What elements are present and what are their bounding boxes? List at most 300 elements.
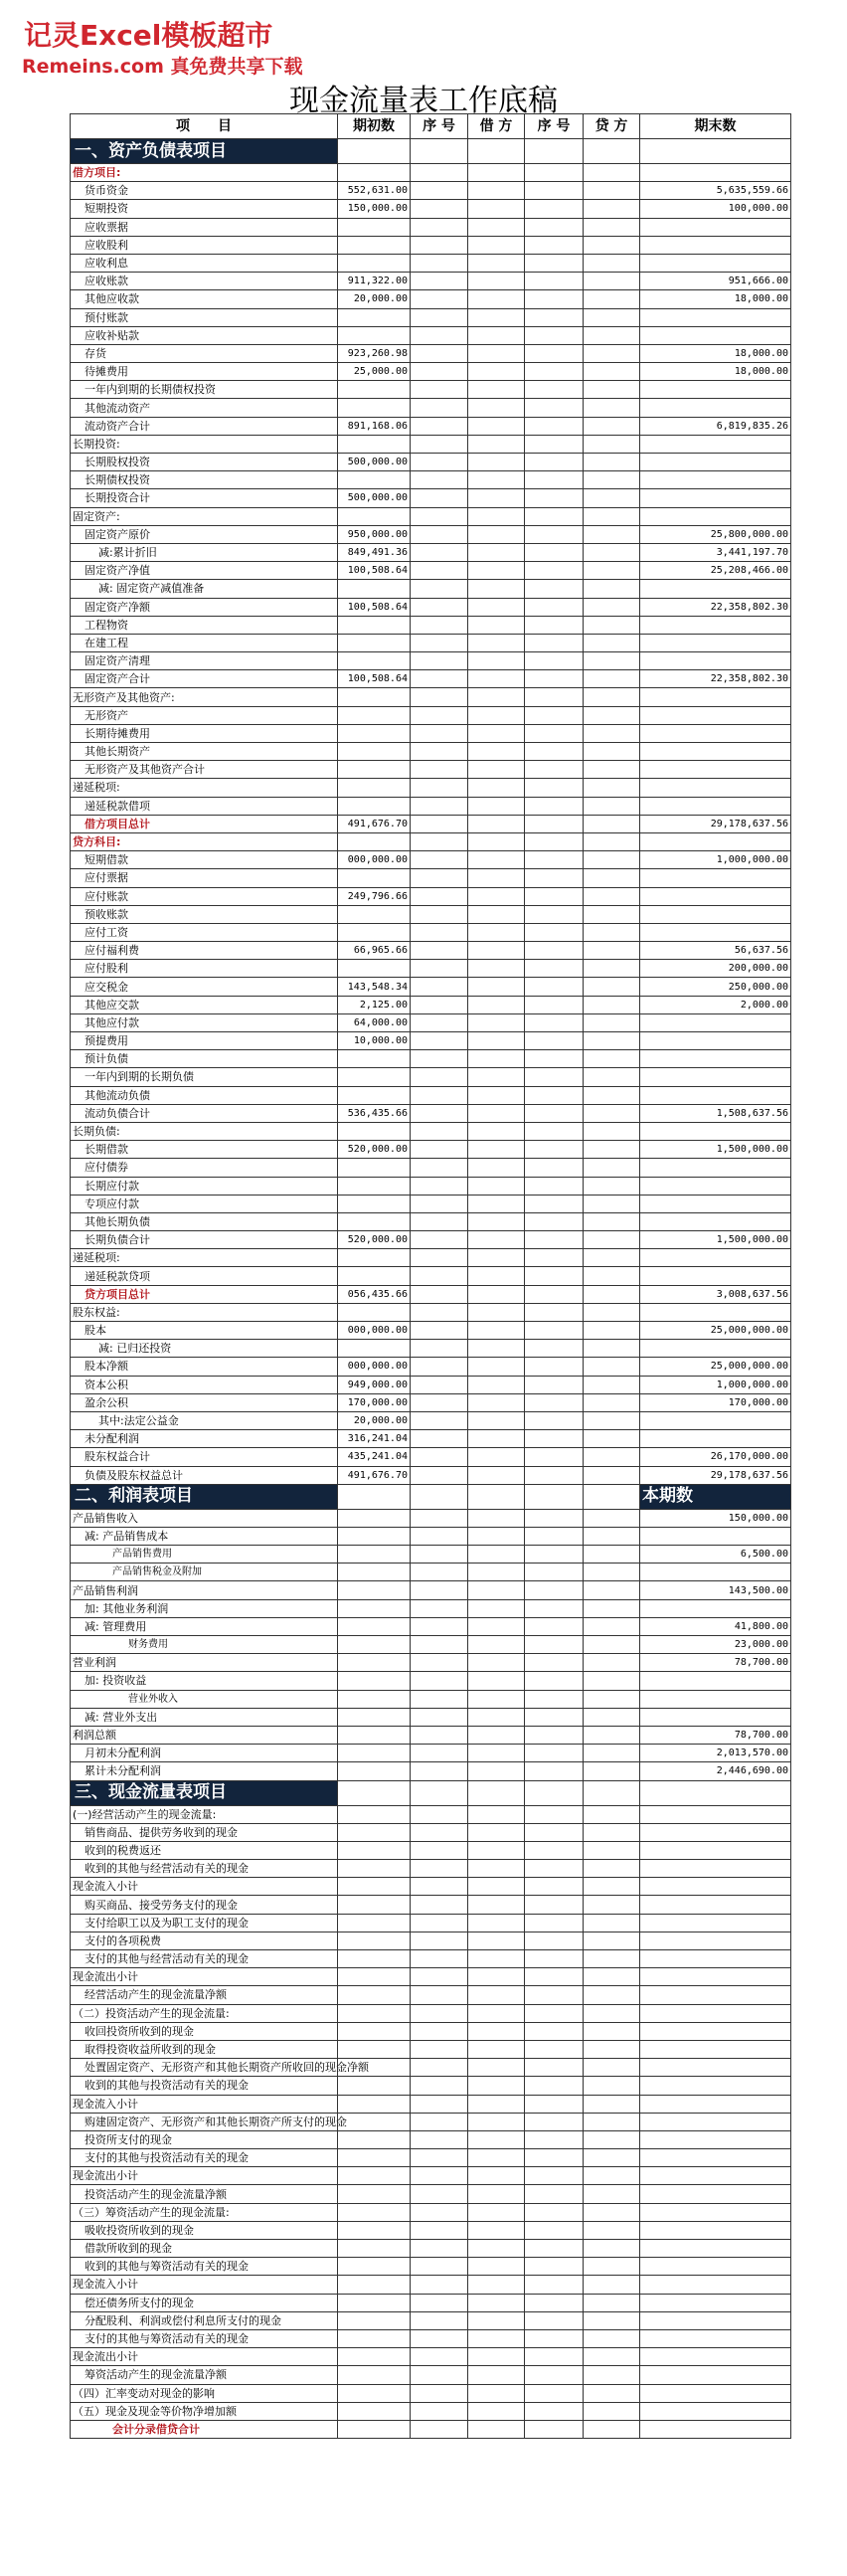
seq-cell[interactable] <box>411 1231 468 1249</box>
end-value[interactable] <box>640 2402 791 2420</box>
seq-cell[interactable] <box>411 344 468 362</box>
row-label[interactable]: 未分配利润 <box>71 1430 338 1448</box>
row-label[interactable]: 固定资产合计 <box>71 670 338 688</box>
end-value[interactable] <box>640 1411 791 1429</box>
credit-cell[interactable] <box>584 1177 640 1195</box>
end-value[interactable] <box>640 1968 791 1986</box>
begin-value[interactable]: 950,000.00 <box>338 525 411 543</box>
begin-value[interactable]: 923,260.98 <box>338 344 411 362</box>
debit-cell[interactable] <box>468 218 525 236</box>
credit-cell[interactable] <box>584 2384 640 2402</box>
end-value[interactable]: 200,000.00 <box>640 960 791 978</box>
begin-value[interactable] <box>338 724 411 742</box>
seq-cell[interactable] <box>525 1303 584 1321</box>
row-label[interactable]: 偿还债务所支付的现金 <box>71 2294 338 2311</box>
end-value[interactable] <box>640 2384 791 2402</box>
seq-cell[interactable] <box>525 923 584 941</box>
debit-cell[interactable] <box>468 562 525 580</box>
seq-cell[interactable] <box>525 1617 584 1635</box>
seq-cell[interactable] <box>525 761 584 779</box>
row-label[interactable]: 产品销售收入 <box>71 1509 338 1527</box>
debit-cell[interactable] <box>468 2366 525 2384</box>
seq-cell[interactable] <box>525 1860 584 1878</box>
seq-cell[interactable] <box>525 815 584 832</box>
seq-cell[interactable] <box>525 1672 584 1690</box>
end-value[interactable] <box>640 2059 791 2077</box>
credit-cell[interactable] <box>584 1358 640 1376</box>
debit-cell[interactable] <box>468 832 525 850</box>
seq-cell[interactable] <box>411 1878 468 1896</box>
credit-cell[interactable] <box>584 218 640 236</box>
credit-cell[interactable] <box>584 1050 640 1068</box>
seq-cell[interactable] <box>525 1393 584 1411</box>
seq-cell[interactable] <box>525 1878 584 1896</box>
row-label[interactable]: （二）投资活动产生的现金流量: <box>71 2004 338 2022</box>
credit-cell[interactable] <box>584 1322 640 1340</box>
end-value[interactable] <box>640 1068 791 1086</box>
row-label[interactable]: 递延税款贷项 <box>71 1267 338 1285</box>
end-value[interactable]: 22,358,802.30 <box>640 598 791 616</box>
begin-value[interactable] <box>338 2004 411 2022</box>
credit-cell[interactable] <box>584 1708 640 1726</box>
seq-cell[interactable] <box>525 670 584 688</box>
credit-cell[interactable] <box>584 2095 640 2113</box>
row-label[interactable]: 待摊费用 <box>71 363 338 381</box>
row-label[interactable]: 借款所收到的现金 <box>71 2240 338 2258</box>
seq-cell[interactable] <box>525 1726 584 1744</box>
row-label[interactable]: 现金流入小计 <box>71 2276 338 2294</box>
begin-value[interactable]: 491,676.70 <box>338 1466 411 1484</box>
seq-cell[interactable] <box>411 254 468 272</box>
seq-cell[interactable] <box>525 363 584 381</box>
end-value[interactable] <box>640 1878 791 1896</box>
row-label[interactable]: 一年内到期的长期负债 <box>71 1068 338 1086</box>
row-label[interactable]: 收回投资所收到的现金 <box>71 2022 338 2040</box>
credit-cell[interactable] <box>584 507 640 525</box>
begin-value[interactable]: 536,435.66 <box>338 1104 411 1122</box>
end-value[interactable] <box>640 308 791 326</box>
debit-cell[interactable] <box>468 1212 525 1230</box>
row-label[interactable]: 购买商品、接受劳务支付的现金 <box>71 1896 338 1914</box>
seq-cell[interactable] <box>411 2348 468 2366</box>
row-label[interactable]: 股东权益合计 <box>71 1448 338 1466</box>
end-value[interactable]: 6,819,835.26 <box>640 417 791 435</box>
credit-cell[interactable] <box>584 2203 640 2221</box>
row-label[interactable]: 股本净额 <box>71 1358 338 1376</box>
seq-cell[interactable] <box>525 1159 584 1177</box>
debit-cell[interactable] <box>468 182 525 200</box>
seq-cell[interactable] <box>411 236 468 254</box>
seq-cell[interactable] <box>411 1950 468 1968</box>
row-label[interactable]: 支付给职工以及为职工支付的现金 <box>71 1914 338 1932</box>
seq-cell[interactable] <box>411 779 468 797</box>
begin-value[interactable] <box>338 1086 411 1104</box>
row-label[interactable]: 应收补贴款 <box>71 326 338 344</box>
row-label[interactable]: 筹资活动产生的现金流量净额 <box>71 2366 338 2384</box>
seq-cell[interactable] <box>411 2167 468 2185</box>
begin-value[interactable] <box>338 2149 411 2167</box>
debit-cell[interactable] <box>468 1231 525 1249</box>
end-value[interactable] <box>640 2203 791 2221</box>
credit-cell[interactable] <box>584 779 640 797</box>
begin-value[interactable] <box>338 1340 411 1358</box>
credit-cell[interactable] <box>584 1986 640 2004</box>
end-value[interactable] <box>640 1805 791 1823</box>
debit-cell[interactable] <box>468 1860 525 1878</box>
row-label[interactable]: 收到的其他与投资活动有关的现金 <box>71 2077 338 2095</box>
begin-value[interactable] <box>338 2276 411 2294</box>
end-value[interactable]: 78,700.00 <box>640 1654 791 1672</box>
seq-cell[interactable] <box>525 832 584 850</box>
seq-cell[interactable] <box>525 200 584 218</box>
begin-value[interactable] <box>338 1708 411 1726</box>
end-value[interactable] <box>640 832 791 850</box>
row-label[interactable]: 无形资产及其他资产合计 <box>71 761 338 779</box>
seq-cell[interactable] <box>411 2113 468 2130</box>
row-label[interactable]: 投资活动产生的现金流量净额 <box>71 2185 338 2203</box>
end-value[interactable] <box>640 326 791 344</box>
seq-cell[interactable] <box>411 290 468 308</box>
seq-cell[interactable] <box>525 1599 584 1617</box>
end-value[interactable] <box>640 2095 791 2113</box>
row-label[interactable]: 应收票据 <box>71 218 338 236</box>
seq-cell[interactable] <box>411 996 468 1013</box>
debit-cell[interactable] <box>468 417 525 435</box>
seq-cell[interactable] <box>411 851 468 869</box>
row-label[interactable]: 经营活动产生的现金流量净额 <box>71 1986 338 2004</box>
seq-cell[interactable] <box>411 1104 468 1122</box>
row-label[interactable]: 应收股利 <box>71 236 338 254</box>
seq-cell[interactable] <box>411 1212 468 1230</box>
debit-cell[interactable] <box>468 1303 525 1321</box>
begin-value[interactable] <box>338 1968 411 1986</box>
debit-cell[interactable] <box>468 2240 525 2258</box>
begin-value[interactable] <box>338 2402 411 2420</box>
begin-value[interactable] <box>338 706 411 724</box>
seq-cell[interactable] <box>411 1581 468 1599</box>
seq-cell[interactable] <box>525 1322 584 1340</box>
debit-cell[interactable] <box>468 1878 525 1896</box>
debit-cell[interactable] <box>468 236 525 254</box>
debit-cell[interactable] <box>468 1932 525 1949</box>
row-label[interactable]: 累计未分配利润 <box>71 1762 338 1780</box>
row-label[interactable]: 固定资产净额 <box>71 598 338 616</box>
row-label[interactable]: 应付债券 <box>71 1159 338 1177</box>
credit-cell[interactable] <box>584 2420 640 2438</box>
credit-cell[interactable] <box>584 887 640 905</box>
end-value[interactable] <box>640 164 791 182</box>
debit-cell[interactable] <box>468 1086 525 1104</box>
seq-cell[interactable] <box>411 905 468 923</box>
end-value[interactable]: 18,000.00 <box>640 344 791 362</box>
credit-cell[interactable] <box>584 1896 640 1914</box>
debit-cell[interactable] <box>468 706 525 724</box>
debit-cell[interactable] <box>468 2167 525 2185</box>
seq-cell[interactable] <box>525 706 584 724</box>
seq-cell[interactable] <box>525 273 584 290</box>
end-value[interactable]: 25,000,000.00 <box>640 1322 791 1340</box>
debit-cell[interactable] <box>468 869 525 887</box>
credit-cell[interactable] <box>584 2348 640 2366</box>
row-label[interactable]: 应收利息 <box>71 254 338 272</box>
seq-cell[interactable] <box>411 2329 468 2347</box>
seq-cell[interactable] <box>411 435 468 453</box>
seq-cell[interactable] <box>411 978 468 996</box>
end-value[interactable]: 951,666.00 <box>640 273 791 290</box>
seq-cell[interactable] <box>411 2130 468 2148</box>
row-label[interactable]: 无形资产 <box>71 706 338 724</box>
seq-cell[interactable] <box>525 743 584 761</box>
debit-cell[interactable] <box>468 923 525 941</box>
seq-cell[interactable] <box>411 2420 468 2438</box>
end-value[interactable] <box>640 869 791 887</box>
begin-value[interactable] <box>338 2167 411 2185</box>
begin-value[interactable] <box>338 1636 411 1654</box>
debit-cell[interactable] <box>468 797 525 815</box>
begin-value[interactable] <box>338 634 411 651</box>
row-label[interactable]: 营业外收入 <box>71 1690 338 1708</box>
row-label[interactable]: 固定资产净值 <box>71 562 338 580</box>
debit-cell[interactable] <box>468 489 525 507</box>
seq-cell[interactable] <box>525 2059 584 2077</box>
seq-cell[interactable] <box>411 2040 468 2058</box>
seq-cell[interactable] <box>411 417 468 435</box>
row-label[interactable]: 贷方项目总计 <box>71 1285 338 1303</box>
seq-cell[interactable] <box>411 1860 468 1878</box>
end-value[interactable] <box>640 1212 791 1230</box>
seq-cell[interactable] <box>411 1654 468 1672</box>
end-value[interactable] <box>640 1690 791 1708</box>
end-value[interactable]: 18,000.00 <box>640 363 791 381</box>
begin-value[interactable] <box>338 2420 411 2438</box>
debit-cell[interactable] <box>468 1177 525 1195</box>
debit-cell[interactable] <box>468 652 525 670</box>
begin-value[interactable] <box>338 1177 411 1195</box>
row-label[interactable]: 投资所支付的现金 <box>71 2130 338 2148</box>
seq-cell[interactable] <box>411 1599 468 1617</box>
seq-cell[interactable] <box>411 182 468 200</box>
begin-value[interactable] <box>338 2258 411 2276</box>
seq-cell[interactable] <box>411 471 468 489</box>
end-value[interactable] <box>640 887 791 905</box>
credit-cell[interactable] <box>584 1805 640 1823</box>
row-label[interactable]: 现金流出小计 <box>71 2348 338 2366</box>
row-label[interactable]: 现金流出小计 <box>71 2167 338 2185</box>
seq-cell[interactable] <box>411 454 468 471</box>
credit-cell[interactable] <box>584 1762 640 1780</box>
row-label[interactable]: 存货 <box>71 344 338 362</box>
row-label[interactable]: 应付股利 <box>71 960 338 978</box>
debit-cell[interactable] <box>468 724 525 742</box>
debit-cell[interactable] <box>468 743 525 761</box>
debit-cell[interactable] <box>468 942 525 960</box>
end-value[interactable] <box>640 923 791 941</box>
debit-cell[interactable] <box>468 2276 525 2294</box>
seq-cell[interactable] <box>411 706 468 724</box>
seq-cell[interactable] <box>525 1212 584 1230</box>
credit-cell[interactable] <box>584 562 640 580</box>
row-label[interactable]: 现金流出小计 <box>71 1968 338 1986</box>
begin-value[interactable]: 20,000.00 <box>338 1411 411 1429</box>
seq-cell[interactable] <box>525 724 584 742</box>
seq-cell[interactable] <box>411 2149 468 2167</box>
row-label[interactable]: 应付票据 <box>71 869 338 887</box>
end-value[interactable]: 150,000.00 <box>640 1509 791 1527</box>
credit-cell[interactable] <box>584 290 640 308</box>
end-value[interactable] <box>640 634 791 651</box>
credit-cell[interactable] <box>584 598 640 616</box>
seq-cell[interactable] <box>411 363 468 381</box>
seq-cell[interactable] <box>525 996 584 1013</box>
credit-cell[interactable] <box>584 1654 640 1672</box>
begin-value[interactable] <box>338 2040 411 2058</box>
begin-value[interactable]: 949,000.00 <box>338 1376 411 1393</box>
begin-value[interactable] <box>338 2095 411 2113</box>
credit-cell[interactable] <box>584 815 640 832</box>
credit-cell[interactable] <box>584 2311 640 2329</box>
seq-cell[interactable] <box>411 2059 468 2077</box>
debit-cell[interactable] <box>468 326 525 344</box>
row-label[interactable]: 预计负债 <box>71 1050 338 1068</box>
credit-cell[interactable] <box>584 164 640 182</box>
end-value[interactable]: 78,700.00 <box>640 1726 791 1744</box>
seq-cell[interactable] <box>411 562 468 580</box>
debit-cell[interactable] <box>468 1968 525 1986</box>
begin-value[interactable]: 500,000.00 <box>338 454 411 471</box>
begin-value[interactable]: 849,491.36 <box>338 543 411 561</box>
debit-cell[interactable] <box>468 1950 525 1968</box>
credit-cell[interactable] <box>584 1195 640 1212</box>
credit-cell[interactable] <box>584 1564 640 1581</box>
seq-cell[interactable] <box>525 507 584 525</box>
debit-cell[interactable] <box>468 851 525 869</box>
row-label[interactable]: 股本 <box>71 1322 338 1340</box>
debit-cell[interactable] <box>468 598 525 616</box>
seq-cell[interactable] <box>525 2167 584 2185</box>
row-label[interactable]: 利润总额 <box>71 1726 338 1744</box>
end-value[interactable] <box>640 454 791 471</box>
begin-value[interactable] <box>338 2348 411 2366</box>
seq-cell[interactable] <box>525 1690 584 1708</box>
begin-value[interactable] <box>338 580 411 598</box>
seq-cell[interactable] <box>411 200 468 218</box>
seq-cell[interactable] <box>411 1896 468 1914</box>
seq-cell[interactable] <box>411 1841 468 1859</box>
credit-cell[interactable] <box>584 1068 640 1086</box>
row-label[interactable]: 现金流入小计 <box>71 2095 338 2113</box>
end-value[interactable] <box>640 254 791 272</box>
debit-cell[interactable] <box>468 2059 525 2077</box>
seq-cell[interactable] <box>525 1914 584 1932</box>
seq-cell[interactable] <box>525 1950 584 1968</box>
seq-cell[interactable] <box>525 2130 584 2148</box>
row-label[interactable]: 流动负债合计 <box>71 1104 338 1122</box>
credit-cell[interactable] <box>584 1726 640 1744</box>
seq-cell[interactable] <box>525 1141 584 1159</box>
end-value[interactable] <box>640 1086 791 1104</box>
debit-cell[interactable] <box>468 1267 525 1285</box>
seq-cell[interactable] <box>411 2221 468 2239</box>
row-label[interactable]: 长期债权投资 <box>71 471 338 489</box>
seq-cell[interactable] <box>411 942 468 960</box>
begin-value[interactable]: 100,508.64 <box>338 598 411 616</box>
end-value[interactable]: 100,000.00 <box>640 200 791 218</box>
seq-cell[interactable] <box>411 1690 468 1708</box>
credit-cell[interactable] <box>584 1509 640 1527</box>
row-label[interactable]: 负债及股东权益总计 <box>71 1466 338 1484</box>
seq-cell[interactable] <box>411 1249 468 1267</box>
row-label[interactable]: 股东权益: <box>71 1303 338 1321</box>
credit-cell[interactable] <box>584 688 640 706</box>
begin-value[interactable] <box>338 1805 411 1823</box>
row-label[interactable]: 营业利润 <box>71 1654 338 1672</box>
seq-cell[interactable] <box>525 2095 584 2113</box>
seq-cell[interactable] <box>411 2276 468 2294</box>
begin-value[interactable]: 000,000.00 <box>338 851 411 869</box>
end-value[interactable] <box>640 2167 791 2185</box>
begin-value[interactable] <box>338 164 411 182</box>
seq-cell[interactable] <box>525 1546 584 1564</box>
seq-cell[interactable] <box>525 290 584 308</box>
seq-cell[interactable] <box>525 1267 584 1285</box>
seq-cell[interactable] <box>411 1745 468 1762</box>
seq-cell[interactable] <box>525 2185 584 2203</box>
begin-value[interactable] <box>338 1690 411 1708</box>
row-label[interactable]: 会计分录借贷合计 <box>71 2420 338 2438</box>
begin-value[interactable]: 100,508.64 <box>338 670 411 688</box>
seq-cell[interactable] <box>525 164 584 182</box>
debit-cell[interactable] <box>468 1708 525 1726</box>
row-label[interactable]: 产品销售利润 <box>71 1581 338 1599</box>
begin-value[interactable] <box>338 832 411 850</box>
end-value[interactable] <box>640 2077 791 2095</box>
credit-cell[interactable] <box>584 1141 640 1159</box>
row-label[interactable]: 固定资产: <box>71 507 338 525</box>
seq-cell[interactable] <box>411 489 468 507</box>
credit-cell[interactable] <box>584 1340 640 1358</box>
row-label[interactable]: 应付工资 <box>71 923 338 941</box>
credit-cell[interactable] <box>584 832 640 850</box>
credit-cell[interactable] <box>584 182 640 200</box>
seq-cell[interactable] <box>525 1231 584 1249</box>
begin-value[interactable] <box>338 1878 411 1896</box>
row-label[interactable]: 递延税项: <box>71 779 338 797</box>
seq-cell[interactable] <box>525 1249 584 1267</box>
debit-cell[interactable] <box>468 454 525 471</box>
end-value[interactable]: 5,635,559.66 <box>640 182 791 200</box>
end-value[interactable]: 25,000,000.00 <box>640 1358 791 1376</box>
credit-cell[interactable] <box>584 326 640 344</box>
seq-cell[interactable] <box>525 454 584 471</box>
seq-cell[interactable] <box>411 923 468 941</box>
row-label[interactable]: 其他应付款 <box>71 1013 338 1031</box>
end-value[interactable] <box>640 797 791 815</box>
end-value[interactable] <box>640 616 791 634</box>
end-value[interactable]: 1,500,000.00 <box>640 1141 791 1159</box>
begin-value[interactable]: 500,000.00 <box>338 489 411 507</box>
debit-cell[interactable] <box>468 670 525 688</box>
debit-cell[interactable] <box>468 1745 525 1762</box>
begin-value[interactable] <box>338 797 411 815</box>
debit-cell[interactable] <box>468 1013 525 1031</box>
debit-cell[interactable] <box>468 254 525 272</box>
end-value[interactable] <box>640 2311 791 2329</box>
seq-cell[interactable] <box>525 1376 584 1393</box>
seq-cell[interactable] <box>411 743 468 761</box>
end-value[interactable] <box>640 1249 791 1267</box>
begin-value[interactable] <box>338 743 411 761</box>
begin-value[interactable] <box>338 761 411 779</box>
